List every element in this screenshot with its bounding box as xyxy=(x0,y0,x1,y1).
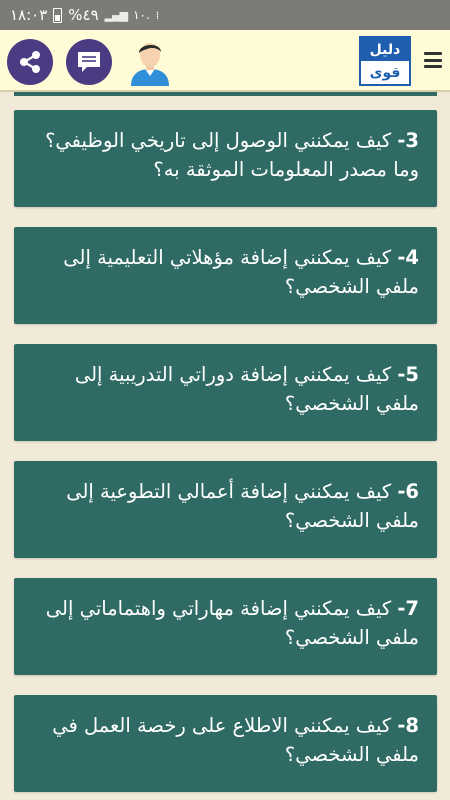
signal-text: ١٠. xyxy=(133,8,150,22)
clock: ١٨:٠٣ xyxy=(10,6,48,24)
question-card[interactable] xyxy=(14,578,437,675)
app-logo xyxy=(359,36,411,86)
menu-button[interactable] xyxy=(424,50,442,70)
question-card[interactable] xyxy=(14,344,437,441)
app-bar xyxy=(0,30,450,92)
question-number: 8- xyxy=(397,714,419,737)
question-text: كيف يمكنني الاطلاع على رخصة العمل في ملفي الشخصي؟ xyxy=(52,714,419,766)
question-text: كيف يمكنني إضافة أعمالي التطوعية إلى ملفي الشخصي؟ xyxy=(66,480,419,532)
chat-button[interactable] xyxy=(66,39,112,85)
avatar[interactable] xyxy=(127,38,173,86)
share-icon xyxy=(17,49,43,75)
question-text: كيف يمكنني إضافة مهاراتي واهتماماتي إلى ملفي الشخصي؟ xyxy=(45,597,419,649)
questions-list[interactable] xyxy=(0,92,450,800)
question-number: 3- xyxy=(397,129,419,152)
question-card[interactable] xyxy=(14,461,437,558)
question-number: 4- xyxy=(397,246,419,269)
question-card[interactable] xyxy=(14,227,437,324)
chat-icon xyxy=(75,49,103,75)
menu-icon-bar xyxy=(424,65,442,68)
logo-bottom-text: قوى xyxy=(361,61,409,84)
status-bar xyxy=(0,0,450,30)
avatar-icon xyxy=(127,38,173,86)
logo-top-text: دليل xyxy=(369,41,401,58)
menu-icon-bar xyxy=(424,59,442,62)
previous-question-card[interactable] xyxy=(14,92,437,96)
battery-level: %٤٩ xyxy=(68,6,99,24)
battery-icon xyxy=(53,8,62,23)
question-card[interactable] xyxy=(14,695,437,792)
question-card[interactable] xyxy=(14,110,437,207)
question-number: 6- xyxy=(397,480,419,503)
notification-icon: ⁞ xyxy=(155,8,160,22)
question-text: كيف يمكنني إضافة دوراتي التدريبية إلى ملفي الشخصي؟ xyxy=(74,363,419,415)
question-text: كيف يمكنني إضافة مؤهلاتي التعليمية إلى ملفي الشخصي؟ xyxy=(63,246,419,298)
signal-icon: ▂▄▆ xyxy=(104,8,128,22)
question-number: 7- xyxy=(397,597,419,620)
question-text: كيف يمكنني الوصول إلى تاريخي الوظيفي؟ وما مصدر المعلومات الموثقة به؟ xyxy=(45,129,419,181)
share-button[interactable] xyxy=(7,39,53,85)
menu-icon-bar xyxy=(424,52,442,55)
question-number: 5- xyxy=(397,363,419,386)
